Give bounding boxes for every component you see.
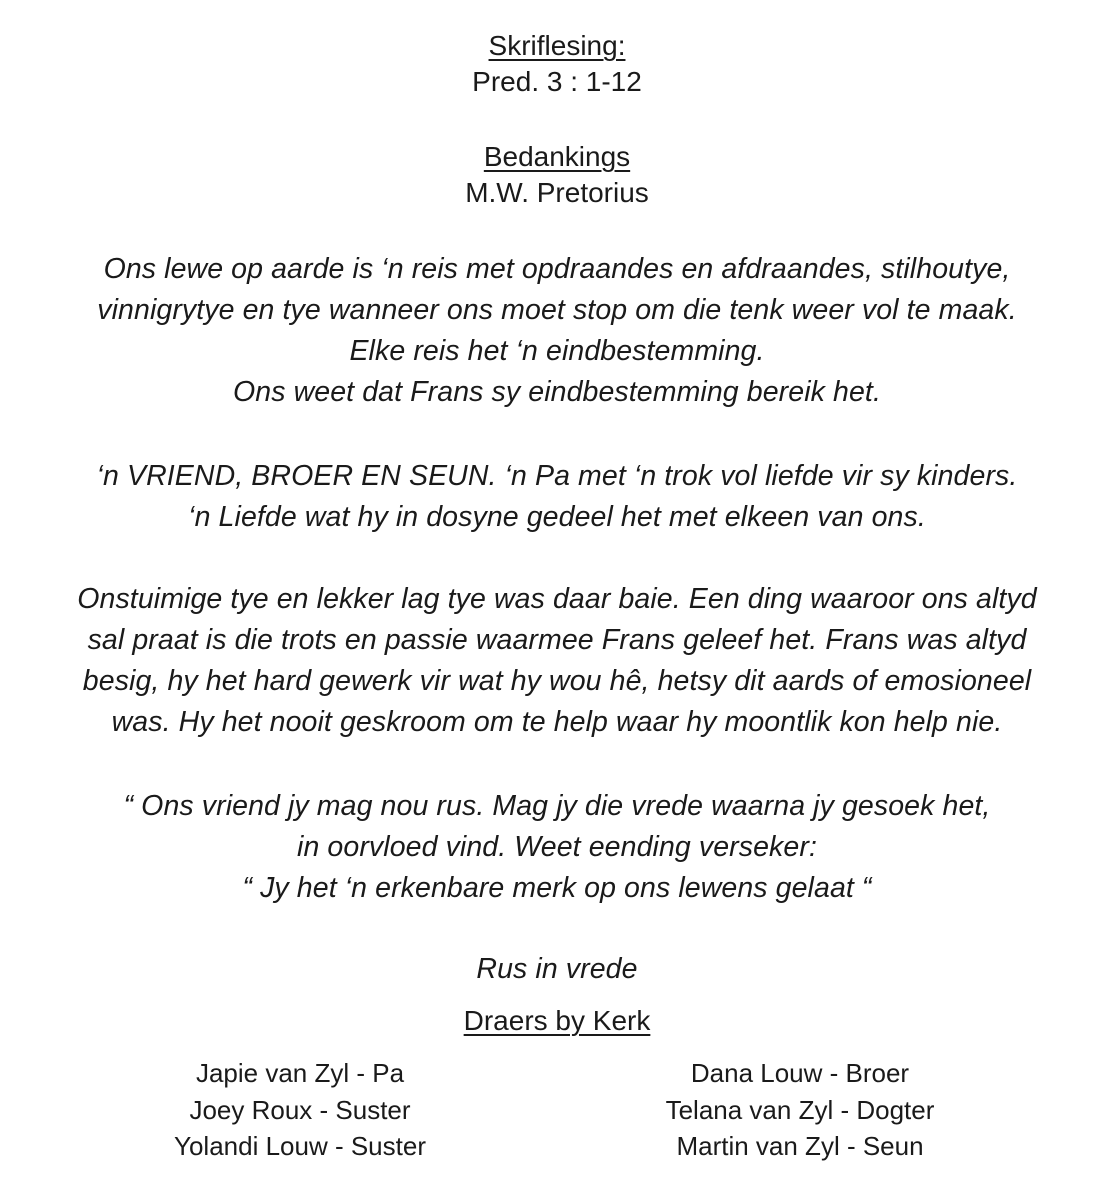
poem-stanza3-line1: Onstuimige tye en lekker lag tye was daar baie. Een ding waaroor ons altyd xyxy=(77,583,1037,615)
poem-stanza2-line1: ‘n VRIEND, BROER EN SEUN. ‘n Pa met ‘n trok vol liefde vir sy kinders. xyxy=(96,460,1018,492)
bearers-right-column xyxy=(650,1055,950,1165)
poem-stanza1-line2: vinnigrytye en tye wanneer ons moet stop om die tenk weer vol te maak. xyxy=(97,294,1017,326)
bearers-left-column xyxy=(150,1055,450,1165)
poem-stanza1-line4: Ons weet dat Frans sy eindbestemming bereik het. xyxy=(233,376,881,408)
reading-heading: Skriflesing: xyxy=(488,30,626,61)
poem-stanza4-line1: “ Ons vriend jy mag nou rus. Mag jy die vrede waarna jy gesoek het, xyxy=(123,790,991,822)
bearer-entry: Japie van Zyl - Pa xyxy=(195,1058,405,1088)
thanks-name: M.W. Pretorius xyxy=(465,177,649,208)
bearer-entry: Telana van Zyl - Dogter xyxy=(665,1094,935,1125)
bearer-entry: Dana Louw - Broer xyxy=(690,1058,910,1088)
poem-stanza4-line2: in oorvloed vind. Weet eending verseker: xyxy=(297,831,817,863)
reading-reference: Pred. 3 : 1-12 xyxy=(472,66,642,97)
bearer-entry: Joey Roux - Suster xyxy=(189,1094,411,1125)
poem-stanza3-line4: was. Hy het nooit geskroom om te help waar hy moontlik kon help nie. xyxy=(111,706,1003,738)
bearer-entry: Martin van Zyl - Seun xyxy=(676,1131,924,1161)
poem-stanza1-line3: Elke reis het ‘n eindbestemming. xyxy=(349,335,765,367)
poem-stanza3-line3: besig, hy het hard gewerk vir wat hy wou hê, hetsy dit aards of emosioneel xyxy=(82,665,1032,697)
thanks-heading: Bedankings xyxy=(483,141,631,172)
poem-stanza3-line2: sal praat is die trots en passie waarmee Frans geleef het. Frans was altyd xyxy=(87,624,1027,656)
bearers-heading: Draers by Kerk xyxy=(463,1005,651,1036)
poem-closing: Rus in vrede xyxy=(476,953,638,985)
poem-stanza2-line2: ‘n Liefde wat hy in dosyne gedeel het met elkeen van ons. xyxy=(188,501,926,533)
bearer-entry: Yolandi Louw - Suster xyxy=(174,1131,426,1161)
poem-stanza4-line3: “ Jy het ‘n erkenbare merk op ons lewens gelaat “ xyxy=(242,872,872,904)
poem-stanza1-line1: Ons lewe op aarde is ‘n reis met opdraandes en afdraandes, stilhoutye, xyxy=(103,253,1011,285)
